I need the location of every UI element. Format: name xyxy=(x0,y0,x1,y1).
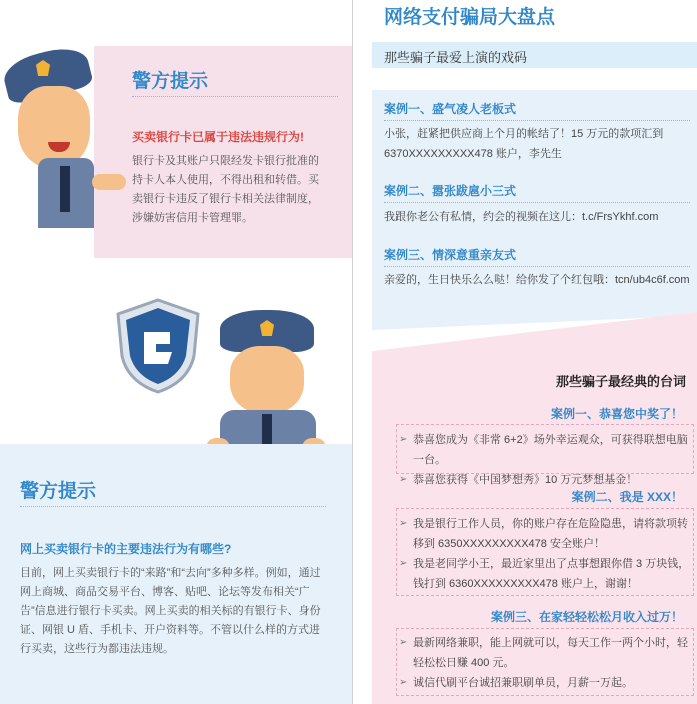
list-item-text: 恭喜您获得《中国梦想秀》10 万元梦想基金！ xyxy=(413,474,638,486)
dotted-divider xyxy=(384,266,690,267)
dotted-divider xyxy=(384,202,690,203)
center-divider xyxy=(352,0,353,704)
classic-case-box xyxy=(396,628,694,696)
chevron-right-icon: ➢ xyxy=(399,434,408,445)
chevron-right-icon: ➢ xyxy=(399,558,408,569)
police-tip-title-top: 警方提示 xyxy=(132,71,209,92)
list-item-text: 恭喜您成为《非常 6+2》场外幸运观众，可获得联想电脑一台。 xyxy=(413,434,688,466)
classic-case-title: 案例一、恭喜您中奖了！ xyxy=(550,407,683,421)
officer-tie xyxy=(60,166,70,212)
police-tip-heading-bottom: 网上买卖银行卡的主要违法行为有哪些? xyxy=(20,542,232,556)
drama-case-title: 案例一、盛气凌人老板式 xyxy=(384,102,517,116)
list-item-text: 诚信代刷平台诚招兼职刷单员，月薪一万起。 xyxy=(413,677,633,689)
list-item xyxy=(397,554,693,594)
list-item-text: 我是老同学小王，最近家里出了点事想跟你借 3 万块钱，钱打到 6360XXXXXXXXX478 账户上，谢谢！ xyxy=(413,558,690,590)
chevron-right-icon: ➢ xyxy=(399,677,408,688)
page-title: 网络支付骗局大盘点 xyxy=(384,7,556,28)
shield-logo-icon xyxy=(110,296,206,396)
classic-case-title: 案例二、我是 XXX！ xyxy=(571,490,683,504)
classic-case-title: 案例三、在家轻轻松松月收入过万！ xyxy=(490,610,683,624)
drama-case-text: 亲爱的，生日快乐么么哒！给你发了个红包哦：tcn/ub4c6f.com xyxy=(384,274,690,286)
drama-case-text: 小张，赶紧把供应商上个月的帐结了！15 万元的款项汇到 6370XXXXXXXXX478 账户，李先生 xyxy=(384,128,664,160)
classic-case-box xyxy=(396,508,694,596)
drama-case-title: 案例三、情深意重亲友式 xyxy=(384,248,517,262)
police-tip-heading-top: 买卖银行卡已属于违法违规行为! xyxy=(132,130,304,144)
police-tip-body-top: 银行卡及其账户只限经发卡银行批准的持卡人本人使用，不得出租和转借。买卖银行卡违反了银行卡相关法律制度，涉嫌妨害信用卡管理罪。 xyxy=(132,155,319,224)
pointing-hand xyxy=(92,174,126,190)
section-band-drama xyxy=(372,42,697,68)
drama-case-text: 我跟你老公有私情，约会的视频在这儿：t.c/FrsYkhf.com xyxy=(384,211,659,223)
dotted-divider xyxy=(384,120,690,121)
police-officer-illustration-pointing xyxy=(0,46,130,226)
chevron-right-icon: ➢ xyxy=(399,518,408,529)
list-item xyxy=(397,430,693,470)
chevron-right-icon: ➢ xyxy=(399,637,408,648)
list-item-text: 最新网络兼职，能上网就可以，每天工作一两个小时，轻轻松松日赚 400 元。 xyxy=(413,637,688,669)
list-item xyxy=(397,470,693,490)
list-item-text: 我是银行工作人员，你的账户存在危险隐患，请将款项转移到 6350XXXXXXXXX478 安全账户！ xyxy=(413,518,688,550)
list-item xyxy=(397,673,693,693)
drama-case-title: 案例二、嚣张跋扈小三式 xyxy=(384,184,517,198)
section-subtitle-drama: 那些骗子最爱上演的戏码 xyxy=(384,50,528,65)
police-tip-body-bottom: 目前，网上买卖银行卡的“来路”和“去向”多种多样。例如，通过网上商城、商品交易平台、博客、贴吧、论坛等发布相关“广告”信息进行银行卡买卖。网上买卖的相关标的有银行卡、身份证、网银 U 盾、手机卡、开户资料等。不管以什么样的方式进行买卖，这些行为都违法违规。 xyxy=(20,567,321,655)
list-item xyxy=(397,633,693,673)
dotted-divider xyxy=(132,96,338,97)
classic-case-box xyxy=(396,424,694,486)
list-item xyxy=(397,514,693,554)
officer-face xyxy=(230,346,304,414)
classic-section-title: 那些骗子最经典的台词 xyxy=(556,374,687,389)
police-tip-title-bottom: 警方提示 xyxy=(20,481,97,502)
officer-face xyxy=(18,86,90,168)
chevron-right-icon: ➢ xyxy=(399,474,408,485)
dotted-divider xyxy=(20,506,326,507)
